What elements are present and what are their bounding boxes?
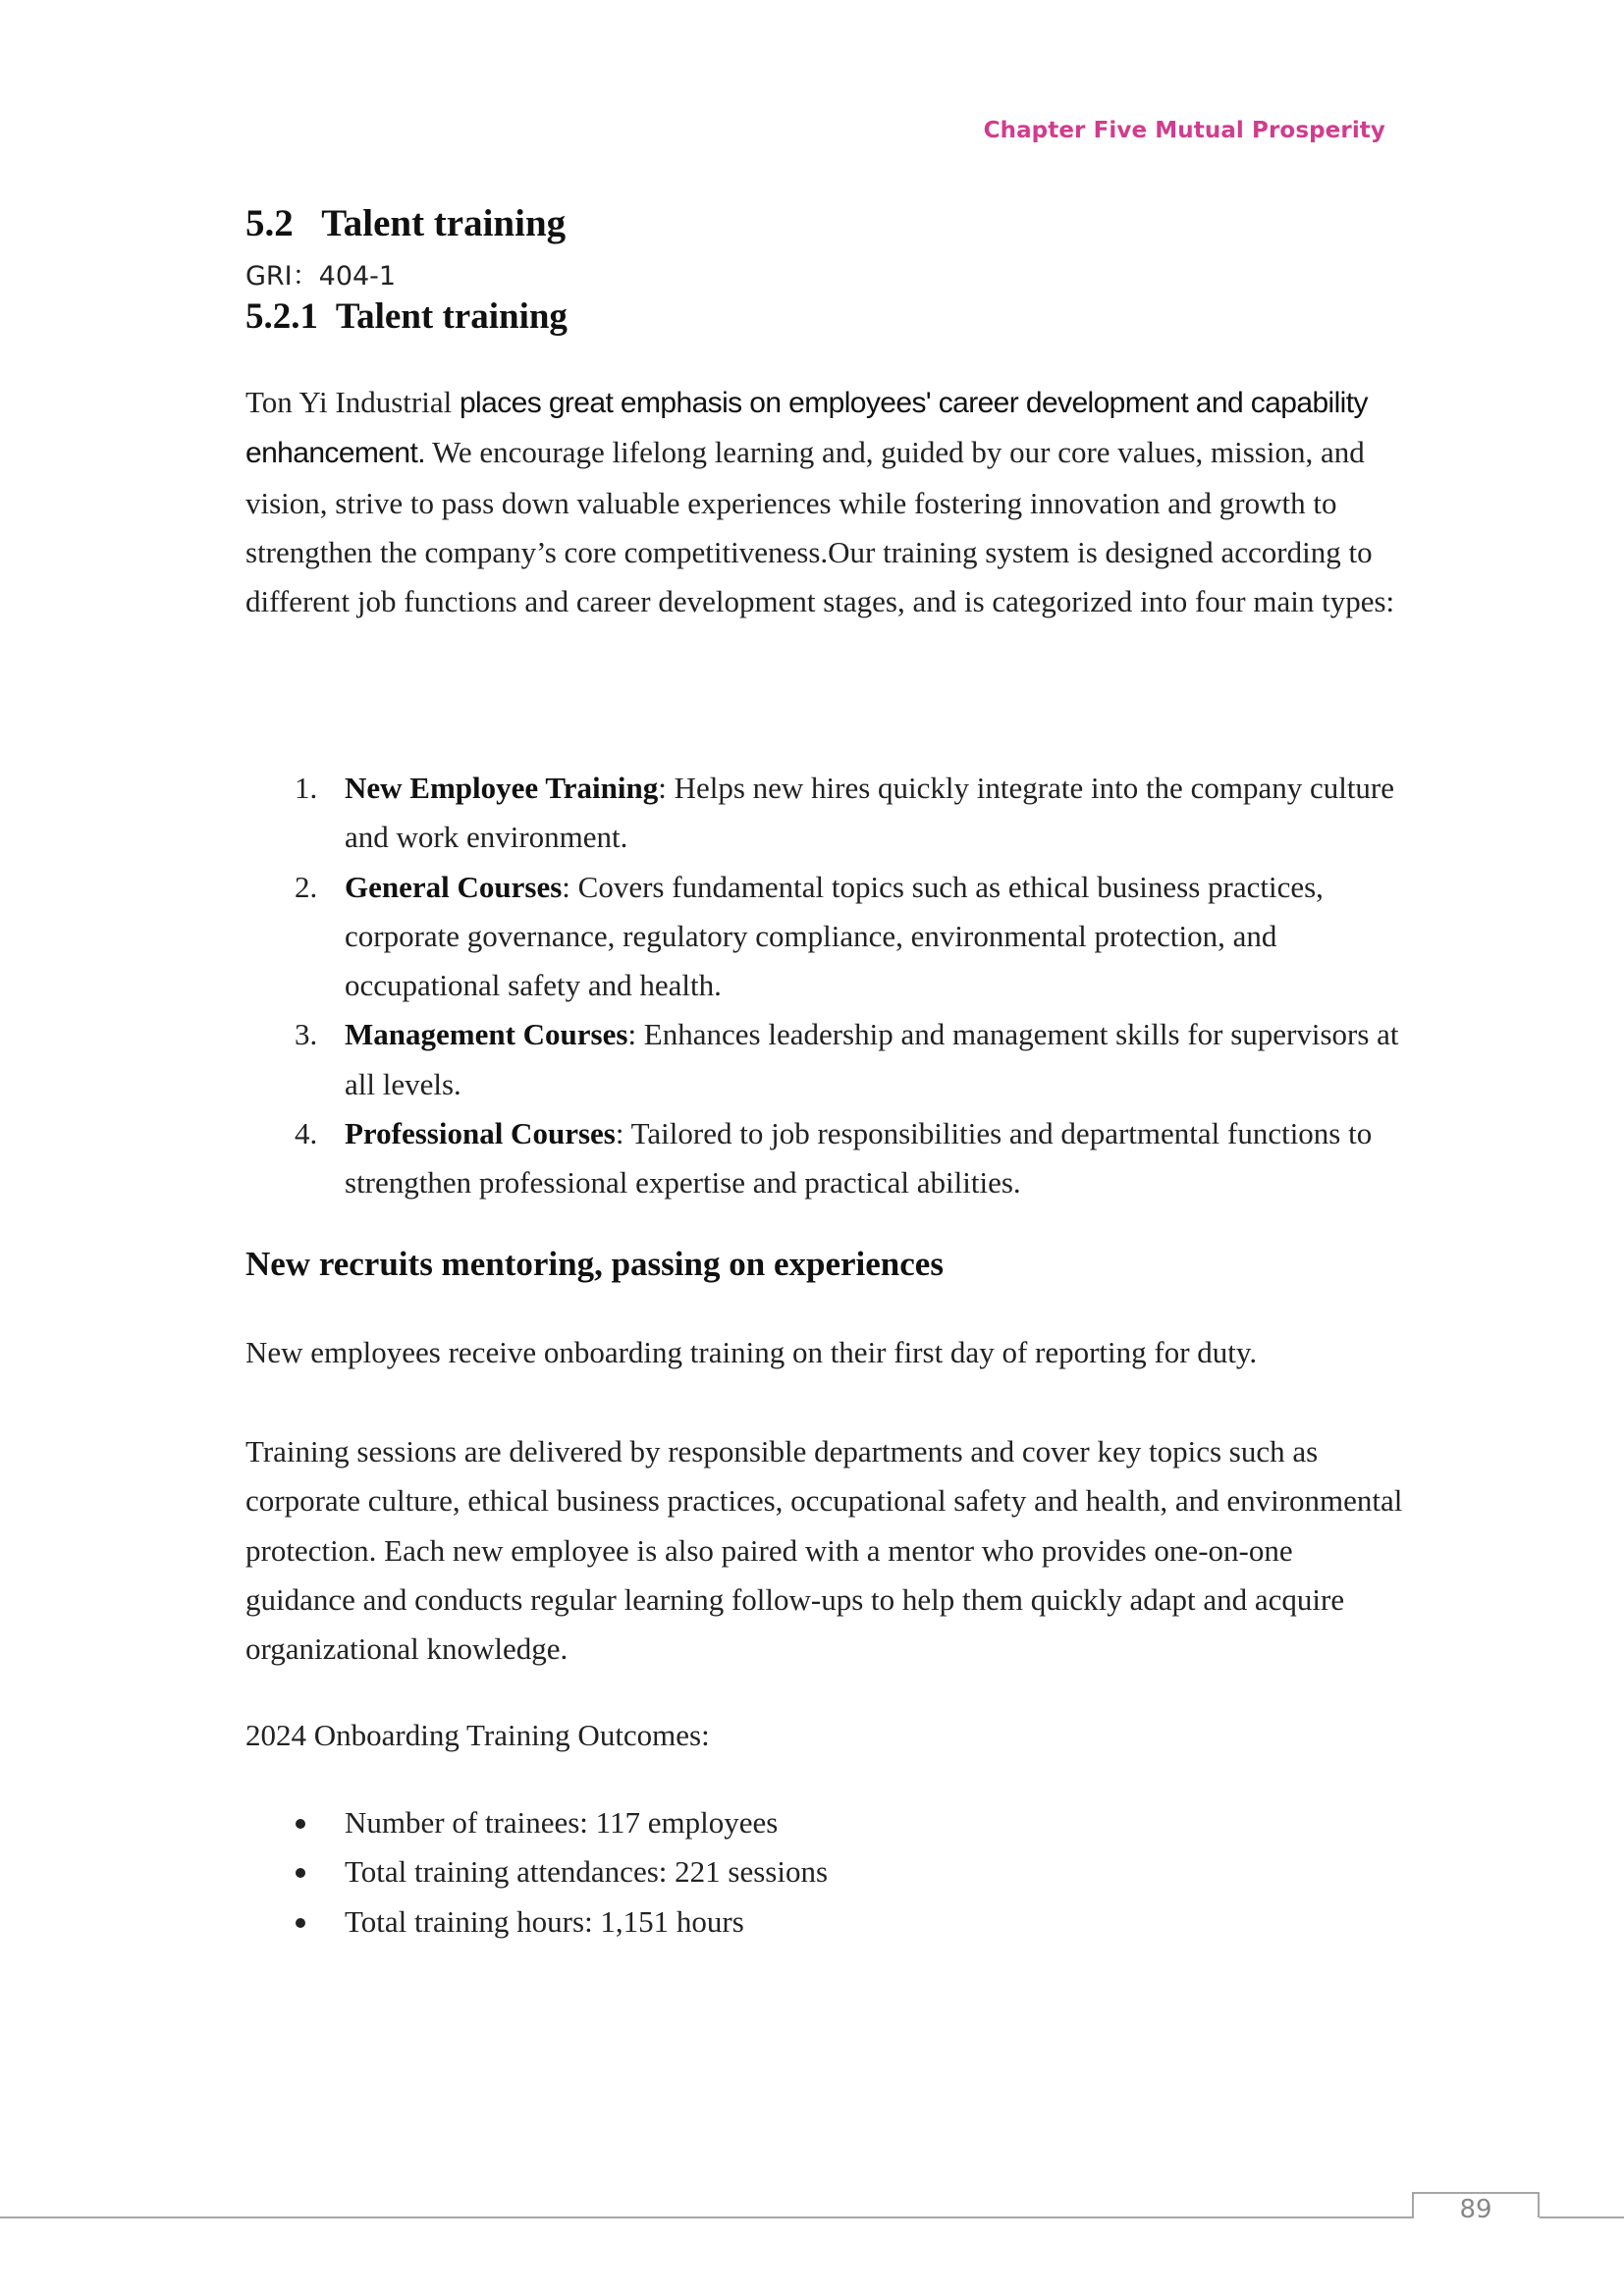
list-item-title: New Employee Training [345,771,659,805]
list-item [245,1897,828,1947]
bullet-icon [296,1819,305,1829]
list-item-title: Professional Courses [345,1116,616,1151]
bullet-icon [296,1868,305,1878]
chapter-header: Chapter Five Mutual Prosperity [983,118,1385,143]
list-number: 4. [295,1116,318,1151]
bullet-icon [296,1918,305,1928]
list-item [245,1798,828,1847]
list-number: 3. [295,1017,318,1052]
intro-lead: Ton Yi Industrial [245,385,460,419]
mentoring-heading: New recruits mentoring, passing on experiences [245,1245,944,1283]
list-item-text: : Covers fundamental topics such as ethical business practices, corporate governance, regulatory compliance, environmental protection, and occupational safety and health. [345,869,1324,1003]
outcomes-label: 2024 Onboarding Training Outcomes: [245,1718,710,1752]
list-item-text: : Enhances leadership and management skills for supervisors at all levels. [345,1017,1399,1101]
intro-emphasis: places great emphasis on employees' career development and capability enhancement. [245,387,1368,470]
footer-rule-right [1540,2216,1624,2218]
list-item-text: : Helps new hires quickly integrate into the company culture and work environment. [345,771,1395,855]
list-number: 1. [295,771,318,805]
subsection-heading: 5.2.1 Talent training [245,296,568,337]
footer-rule-left [0,2216,1414,2218]
list-number: 2. [295,869,318,904]
page-number: 89 [1459,2195,1492,2224]
outcome-text: Total training hours: 1,151 hours [345,1903,744,1939]
gri-reference: GRI：404-1 [245,261,397,292]
outcome-text: Number of trainees: 117 employees [345,1805,779,1840]
list-item [245,863,1404,1011]
list-item [245,1847,828,1896]
intro-paragraph [245,378,1404,626]
section-heading: 5.2 Talent training [245,202,567,244]
mentoring-paragraph-1: New employees receive onboarding training on their first day of reporting for duty. [245,1335,1258,1369]
intro-rest: We encourage lifelong learning and, guided by our core values, mission, and vision, strive to pass down valuable experiences while fostering innovation and growth to strengthen the company’s core competitiveness.Our training system is designed according to different job functions and career development stages, and is categorized into four main types: [245,435,1395,619]
list-item-title: General Courses [345,869,563,904]
outcome-text: Total training attendances: 221 sessions [345,1854,829,1890]
list-item-text: : Tailored to job responsibilities and departmental functions to strengthen professional expertise and practical abilities. [345,1116,1373,1201]
list-item-title: Management Courses [345,1017,628,1052]
outcomes-list [245,1798,828,1947]
list-item [245,764,1404,863]
list-item [245,1109,1404,1208]
mentoring-paragraph-2: Training sessions are delivered by responsible departments and cover key topics such as corporate culture, ethical business practices, occupational safety and health, and environmental protection. Each new employee is also paired with a mentor who provides one-on-one guidance and conducts regular learning follow-ups to help them quickly adapt and acquire organizational knowledge. [245,1434,1403,1667]
training-types-list [245,764,1404,1208]
list-item [245,1010,1404,1109]
